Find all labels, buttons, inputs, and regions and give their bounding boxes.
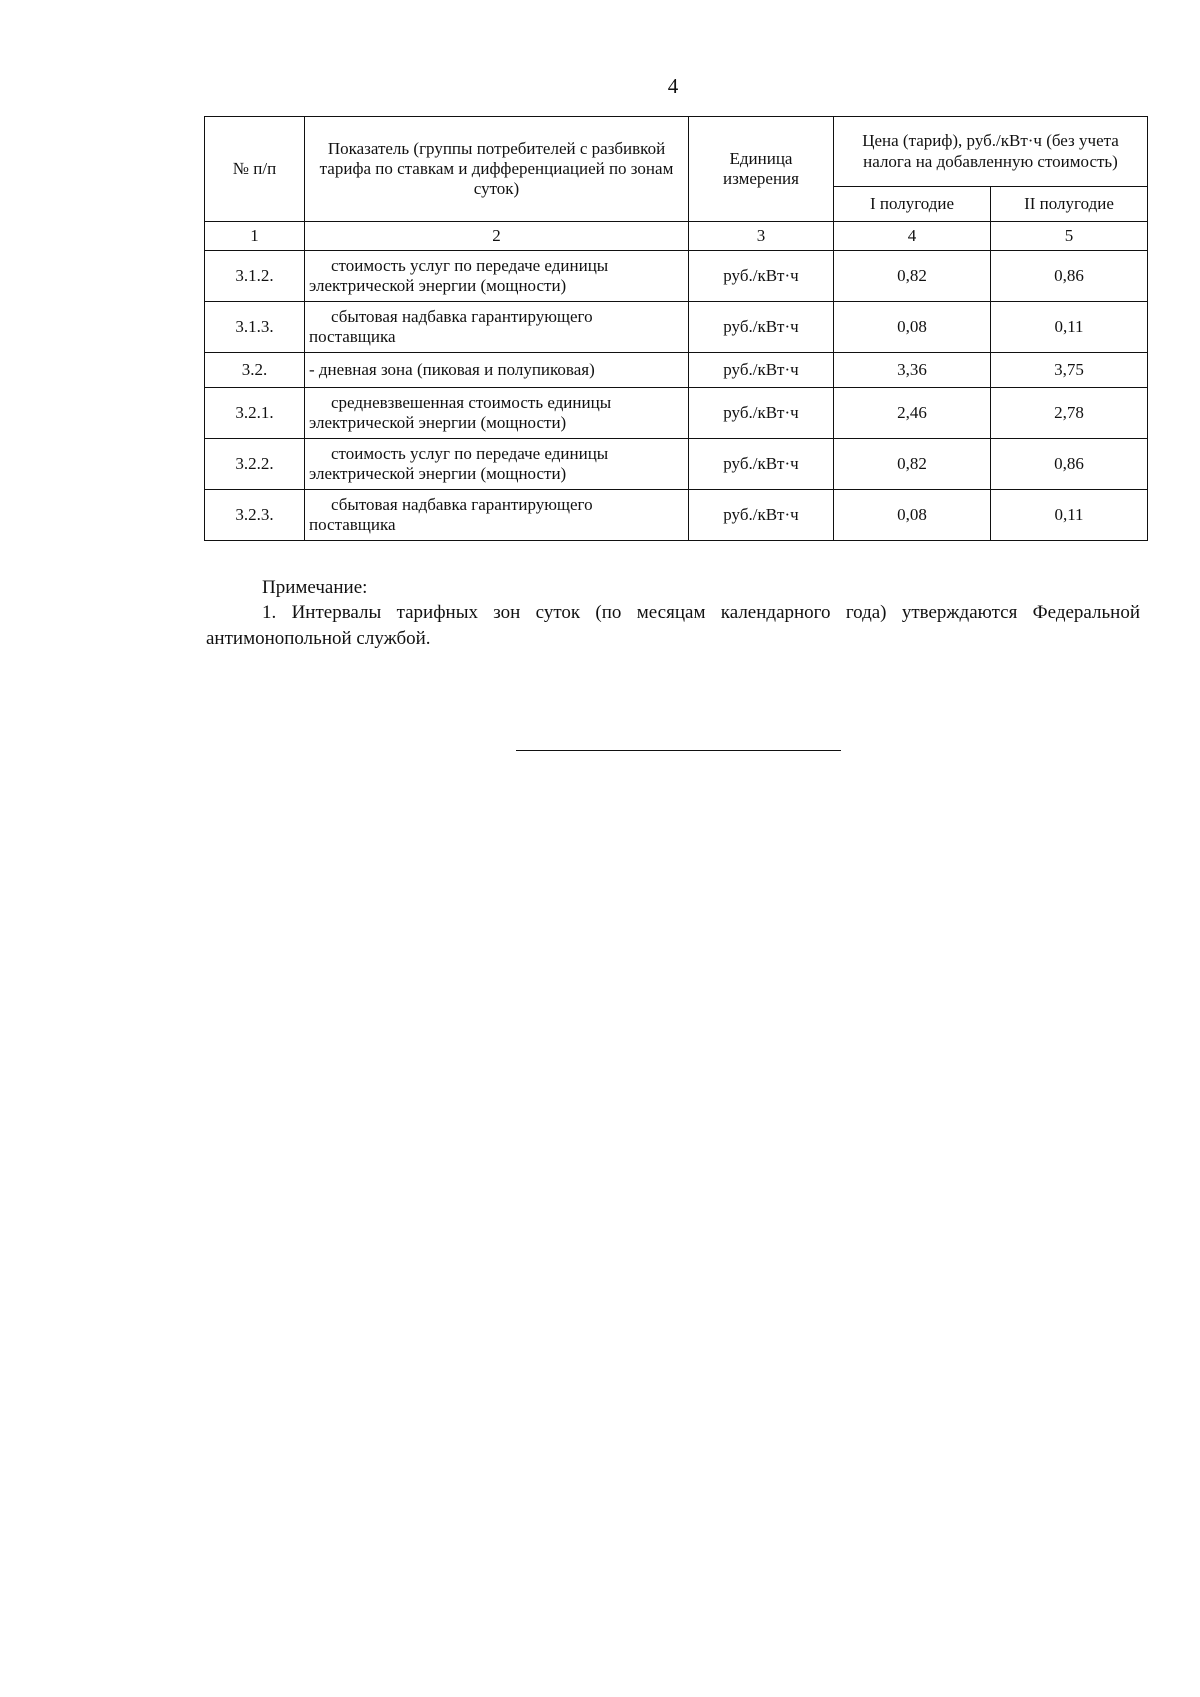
separator-line [516,750,841,751]
row-indicator [305,302,689,353]
header-unit: Единица измерения [689,117,834,222]
row-indicator [305,251,689,302]
row-num: 3.2.1. [205,388,305,439]
table-row [205,302,1148,353]
row-num: 3.1.3. [205,302,305,353]
row-indicator-line-1: средневзвешенная стоимость единицы [331,392,612,412]
note-title: Примечание: [262,577,368,598]
row-half1-value: 0,08 [834,302,991,353]
row-half1-value: 0,82 [834,439,991,490]
header-half2: II полугодие [991,187,1148,222]
tariff-table [204,116,1148,541]
table-header-row [205,117,1148,187]
row-half2-value: 0,86 [991,439,1148,490]
row-num: 3.2.3. [205,490,305,541]
row-unit: руб./кВт·ч [689,388,834,439]
row-indicator [305,490,689,541]
header-price: Цена (тариф), руб./кВт·ч (без учета налога на добавленную стоимость) [834,117,1148,187]
row-half1-value: 0,08 [834,490,991,541]
row-unit: руб./кВт·ч [689,251,834,302]
row-indicator-line-1: сбытовая надбавка гарантирующего [331,306,593,326]
row-num: 3.2.2. [205,439,305,490]
header-half1: I полугодие [834,187,991,222]
row-unit: руб./кВт·ч [689,490,834,541]
table-row [205,388,1148,439]
row-half1-value: 2,46 [834,388,991,439]
row-half1-value: 3,36 [834,353,991,388]
table-row [205,439,1148,490]
column-number: 2 [305,222,689,251]
row-num: 3.1.2. [205,251,305,302]
note-item: 1. Интервалы тарифных зон суток (по месяцам календарного года) утверждаются Федеральной антимонопольной службой. [206,602,1140,649]
row-indicator [305,439,689,490]
table-row [205,490,1148,541]
row-indicator-line-2: электрической энергии (мощности) [309,464,567,483]
row-indicator-line-2: электрической энергии (мощности) [309,413,567,432]
row-unit: руб./кВт·ч [689,302,834,353]
row-indicator [305,388,689,439]
row-indicator-line-2: поставщика [309,327,396,346]
column-number-row [205,222,1148,251]
row-half2-value: 2,78 [991,388,1148,439]
row-indicator-line-2: электрической энергии (мощности) [309,276,567,295]
row-half1-value: 0,82 [834,251,991,302]
column-number: 3 [689,222,834,251]
row-unit: руб./кВт·ч [689,353,834,388]
column-number: 1 [205,222,305,251]
row-indicator-line-2: поставщика [309,515,396,534]
row-indicator-line-1: сбытовая надбавка гарантирующего [331,494,593,514]
note-section [206,575,1140,651]
header-num: № п/п [205,117,305,222]
row-half2-value: 3,75 [991,353,1148,388]
column-number: 4 [834,222,991,251]
row-unit: руб./кВт·ч [689,439,834,490]
row-half2-value: 0,86 [991,251,1148,302]
table-row [205,251,1148,302]
header-indicator: Показатель (группы потребителей с разбивкой тарифа по ставкам и дифференциацией по зонам суток) [305,117,689,222]
row-num: 3.2. [205,353,305,388]
row-indicator-line-1: стоимость услуг по передаче единицы [331,255,609,275]
page-number: 4 [667,74,679,98]
table-row [205,353,1148,388]
row-indicator: - дневная зона (пиковая и полупиковая) [305,353,689,388]
column-number: 5 [991,222,1148,251]
row-half2-value: 0,11 [991,490,1148,541]
row-indicator-line-1: стоимость услуг по передаче единицы [331,443,609,463]
row-half2-value: 0,11 [991,302,1148,353]
